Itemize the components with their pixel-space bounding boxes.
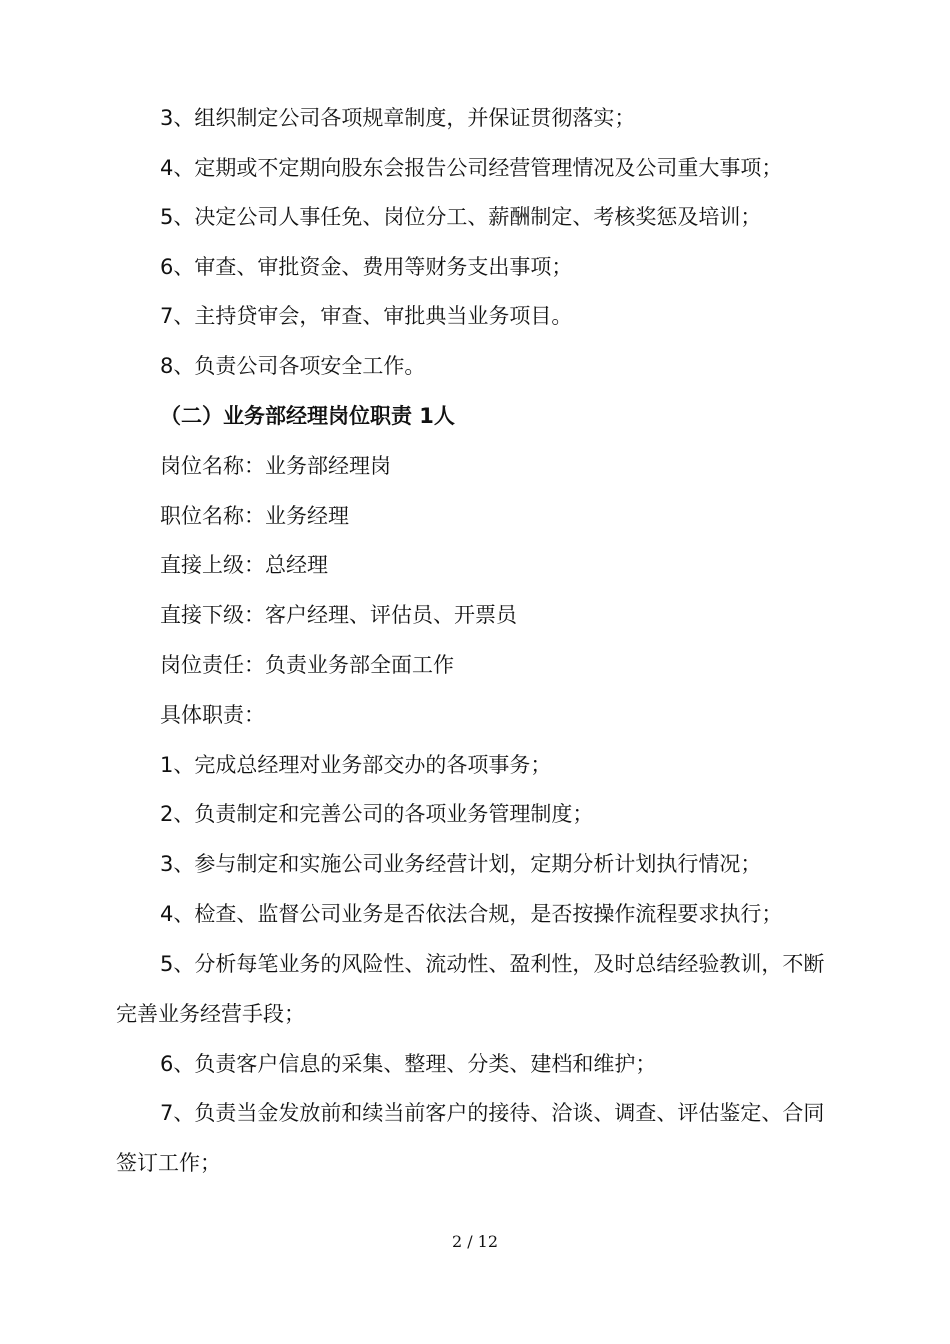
duty-list-item: 2、负责制定和完善公司的各项业务管理制度；: [160, 802, 594, 826]
direct-superior: 直接上级：总经理: [160, 553, 328, 577]
duty-list-item: 6、负责客户信息的采集、整理、分类、建档和维护；: [160, 1052, 657, 1076]
duty-list-item-continuation: 签订工作；: [116, 1151, 221, 1175]
section-heading: （二）业务部经理岗位职责 1人: [160, 404, 455, 428]
duty-list-item: 7、负责当金发放前和续当前客户的接待、洽谈、调查、评估鉴定、合同: [160, 1101, 825, 1125]
duty-item-5: 5、决定公司人事任免、岗位分工、薪酬制定、考核奖惩及培训；: [160, 205, 762, 229]
post-name: 岗位名称：业务部经理岗: [160, 454, 391, 478]
position-name: 职位名称：业务经理: [160, 504, 349, 528]
duty-list-item: 1、完成总经理对业务部交办的各项事务；: [160, 753, 552, 777]
page-number: 2 / 12: [451, 1232, 499, 1251]
duty-item-3: 3、组织制定公司各项规章制度，并保证贯彻落实；: [160, 106, 636, 130]
duty-item-7: 7、主持贷审会，审查、审批典当业务项目。: [160, 304, 573, 328]
duty-list-item: 4、检查、监督公司业务是否依法合规，是否按操作流程要求执行；: [160, 902, 783, 926]
post-responsibility: 岗位责任：负责业务部全面工作: [160, 653, 454, 677]
specific-duties-label: 具体职责：: [160, 703, 265, 727]
direct-subordinates: 直接下级：客户经理、评估员、开票员: [160, 603, 517, 627]
duty-list-item-continuation: 完善业务经营手段；: [116, 1002, 305, 1026]
duty-item-4: 4、定期或不定期向股东会报告公司经营管理情况及公司重大事项；: [160, 156, 783, 180]
duty-list-item: 5、分析每笔业务的风险性、流动性、盈利性，及时总结经验教训，不断: [160, 952, 825, 976]
duty-item-6: 6、审查、审批资金、费用等财务支出事项；: [160, 255, 573, 279]
duty-list-item: 3、参与制定和实施公司业务经营计划，定期分析计划执行情况；: [160, 852, 762, 876]
duty-item-8: 8、负责公司各项安全工作。: [160, 354, 426, 378]
